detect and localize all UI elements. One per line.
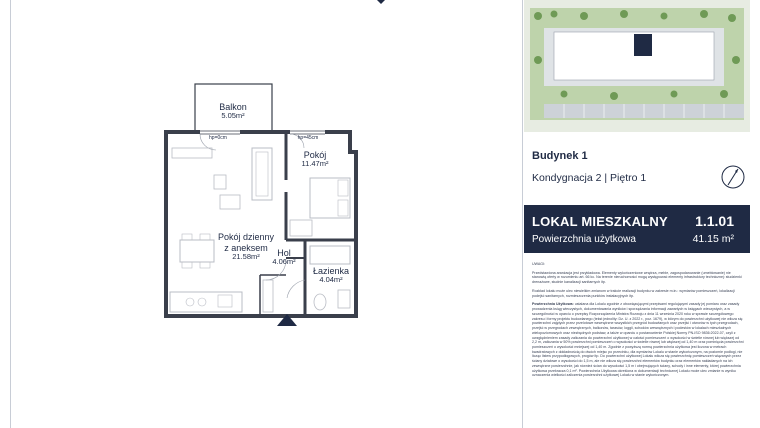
room-label-lazienka [306, 266, 356, 285]
entrance-arrow-icon [277, 314, 297, 326]
building-title: Budynek 1 [532, 150, 588, 162]
room-name: Balkon [219, 102, 247, 112]
unit-summary-bar [524, 205, 750, 253]
room-name: Łazienka [312, 266, 350, 276]
room-area: 21.58m² [232, 252, 260, 262]
floor-info: Kondygnacja 2 | Piętro 1 [532, 172, 647, 184]
info-sidebar [524, 0, 750, 428]
floor-plan-drawing [160, 80, 370, 325]
notes-text: ustalana dla Lokalu zgodnie z obowiązującymi przepisami regulującymi zasady jej pomiaru oraz zasady prowadzenia ksiąg wieczystych, dokumentowania wyników i sporządzania informacji zawartych w księgach wieczystych, a w szczególności w oparciu o przepisy Rozporządzenia Ministra Rozwoju z dnia 11 września 2020 roku w sprawie szczegółowego zakresu i formy projektu budowlanego (tekst jednolity: Dz. U. z 2022 r., poz. 1679), w którym do powierzchni użytkowej nie wlicza się powierzchni zajętych przez przelotowe wewnętrzne wszystkich przegród budowlanych oraz przejść i otworów w tych przegrodach, przejść w przegrodach zewnętrznych, balkonów, tarasów, loggii, schodów wewnętrznych i podestów w lokalach mieszkalnych wielopoziomowych oraz niezbędnych podstaw, a także w oparciu o postanowienie Polskiej Normy PN-ISO 9836:2022-07, czyli z uwzględnieniem zasady zaliczania do powierzchni użytkowej w całości pomieszczeń o wysokości w świetle równej lub większej od 2,2 m, zaliczania w 50% powierzchni pomieszczeń o wysokości w świetle równej lub większej od 1,40 m oraz pominięcia powierzchni pomieszczeń o wysokości mniejszej od 1,40 m. Zgodnie z powyższą normą powierzchnia użytkowa jest liczona w metrach kwadratowych z dokładnością do dwóch miejsc po przecinku, dla wymiarów Lokalu w stanie wykończonym, na poziomie podłogi, nie licząc listew przypodłogowych, progów itp. Do powierzchni użytkowej Lokalu wlicza się powierzchnię pomieszczeń wiązanych przez ściany działowe o wysokości do 1,5 m, ale nie wlicza się powierzchni elementów budynku oraz elementów nakładanych na ich zewnętrzne powierzchnie, jak również ścian do wysokości 1,5 m i obejmujących ściany, schody i inne elementy, której powierzchnia użytkowa przekracza 0,1 m². Powierzchnia Użytkowa określona w dokumentacji technicznej Lokalu może ulec zmianie w wyniku oznaczenia wielkości zaliczenia powierzchni użytkowej Lokalu w stanie wykończonym. [532, 302, 744, 378]
compass-icon [720, 164, 746, 190]
room-label-hol [264, 248, 304, 267]
window-note: hp=0cm [209, 135, 227, 141]
window-note: hp=45cm [297, 135, 319, 141]
sidebar-divider [522, 0, 523, 428]
room-area: 4.04m² [319, 275, 343, 285]
unit-number: 1.1.01 [695, 213, 734, 229]
usable-area-label: Powierzchnia użytkowa [532, 234, 636, 245]
notes-section [532, 262, 744, 382]
room-area: 5.05m² [221, 111, 245, 121]
site-plan-map [524, 0, 750, 132]
usable-area-value: 41.15 m² [692, 233, 734, 245]
window-note-left [198, 136, 238, 142]
floor-plan [160, 80, 370, 325]
notes-paragraph [532, 302, 744, 378]
room-name: Hol [277, 248, 291, 258]
notes-paragraph: Przedstawiona aranżacja jest przykładowa. Elementy wykończeniowe wnętrza, meble, zagospodarowanie (umeblowanie) nie stanowią oferty w rozumieniu art. 66 kc. Na terenie nieruchomości mogą występować elementy infrastruktury technicznej: studzienki drenażowe, studnie kanalizacji sanitarnych itp. [532, 270, 742, 285]
room-name: Pokój [303, 150, 327, 160]
room-label-balkon [208, 102, 258, 121]
notes-subtitle: Powierzchnia Użytkowa: [532, 302, 574, 307]
notes-title: UWAGI: [532, 262, 546, 266]
room-area: 11.47m² [301, 159, 329, 169]
notes-paragraph: Rozkład lokalu może ulec niewielkim zmianom w trakcie realizacji budynku w zakresie m.in.: wymiarów pomieszczeń, lokalizacji podejść sanitarnych, rozmieszczenia punktów instalacyjnych itp. [532, 288, 735, 298]
room-name: Pokój dzienny z aneksem [217, 232, 275, 253]
room-label-pokoj [290, 150, 340, 169]
site-plan-drawing [524, 0, 750, 132]
top-arrow-icon [375, 0, 387, 4]
room-area: 4.06m² [272, 257, 296, 267]
window-note-right [288, 136, 328, 142]
unit-type-label: LOKAL MIESZKALNY [532, 214, 668, 229]
